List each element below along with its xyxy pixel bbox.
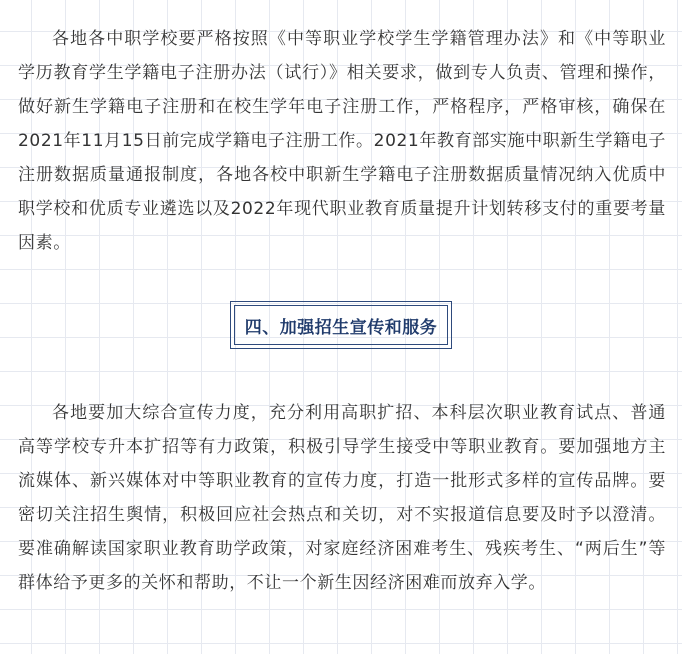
paragraph-student-registration: 各地各中职学校要严格按照《中等职业学校学生学籍管理办法》和《中等职业学历教育学生学籍电子注册办法（试行）》相关要求，做到专人负责、管理和操作，做好新生学籍电子注册和在校生学年电子注册工作，严格程序，严格审核，确保在2021年11月15日前完成学籍电子注册工作。2021年教育部实施中职新生学籍电子注册数据质量通报制度，各地各校中职新生学籍电子注册数据质量情况纳入优质中职学校和优质专业遴选以及2022年现代职业教育质量提升计划转移支付的重要考量因素。 bbox=[18, 29, 666, 253]
section-heading-frame bbox=[230, 301, 452, 349]
paragraph-enrollment-publicity: 各地要加大综合宣传力度，充分利用高职扩招、本科层次职业教育试点、普通高等学校专升本扩招等有力政策，积极引导学生接受中等职业教育。要加强地方主流媒体、新兴媒体对中等职业教育的宣传力度，打造一批形式多样的宣传品牌。要密切关注招生舆情，积极回应社会热点和关切，对不实报道信息要及时予以澄清。要准确解读国家职业教育助学政策，对家庭经济困难考生、残疾考生、“两后生”等群体给予更多的关怀和帮助，不让一个新生因经济困难而放弃入学。 bbox=[18, 403, 666, 593]
section-heading: 四、加强招生宣传和服务 bbox=[234, 305, 448, 345]
